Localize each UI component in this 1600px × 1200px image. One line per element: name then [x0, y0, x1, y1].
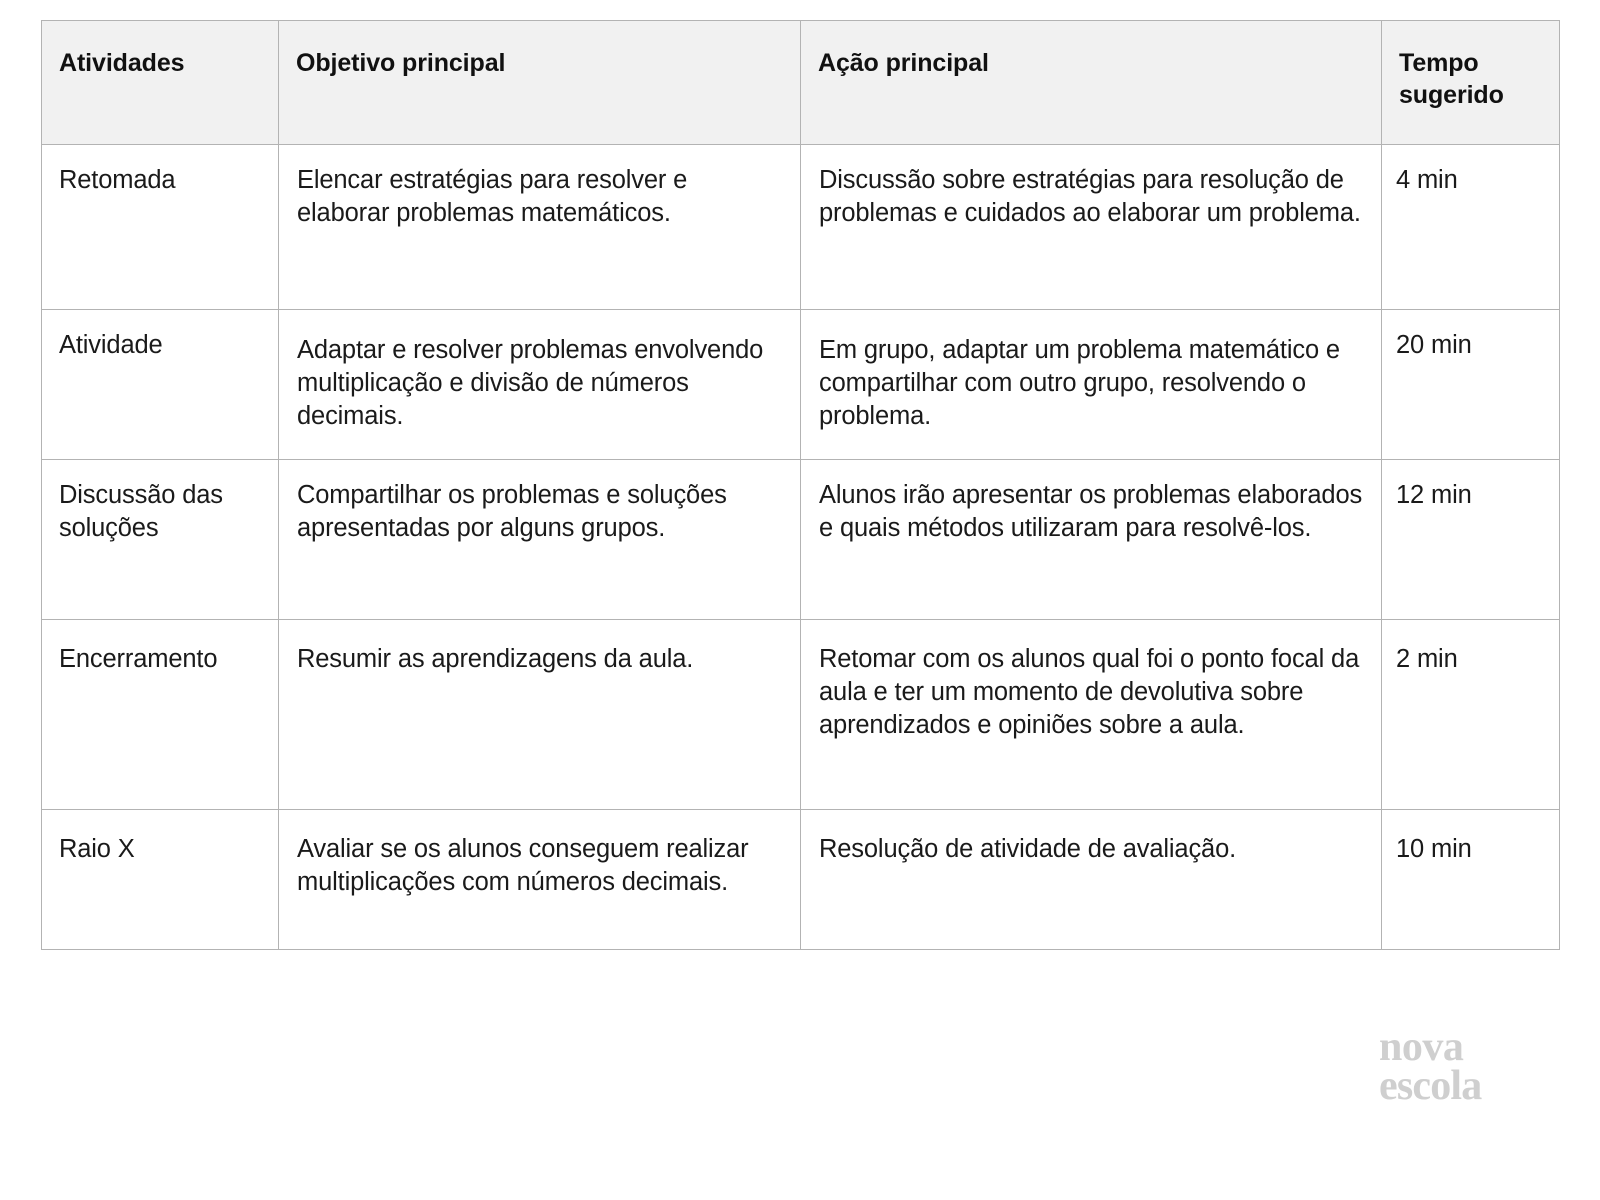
table-header-row [42, 21, 1560, 145]
cell-activity: Raio X [42, 810, 279, 950]
table-row [42, 460, 1560, 620]
cell-time: 20 min [1382, 310, 1560, 460]
table-row [42, 810, 1560, 950]
column-header-objective: Objetivo principal [279, 21, 801, 145]
cell-objective: Adaptar e resolver problemas envolvendo multiplicação e divisão de números decimais. [279, 310, 801, 460]
table-row [42, 310, 1560, 460]
cell-action: Resolução de atividade de avaliação. [801, 810, 1382, 950]
table-header [42, 21, 1560, 145]
table-body [42, 145, 1560, 950]
cell-action: Discussão sobre estratégias para resolução de problemas e cuidados ao elaborar um problema. [801, 145, 1382, 310]
cell-objective: Compartilhar os problemas e soluções apresentadas por alguns grupos. [279, 460, 801, 620]
lesson-plan-table [41, 20, 1560, 950]
cell-time: 10 min [1382, 810, 1560, 950]
cell-action: Alunos irão apresentar os problemas elaborados e quais métodos utilizaram para resolvê-los. [801, 460, 1382, 620]
table-row [42, 145, 1560, 310]
column-header-activity: Atividades [42, 21, 279, 145]
logo-line-nova: nova [1379, 1024, 1464, 1070]
column-header-time: Tempo sugerido [1382, 21, 1560, 145]
nova-escola-logo [1379, 1024, 1509, 1109]
cell-activity: Discussão das soluções [42, 460, 279, 620]
cell-objective: Elencar estratégias para resolver e elaborar problemas matemáticos. [279, 145, 801, 310]
cell-objective: Avaliar se os alunos conseguem realizar multiplicações com números decimais. [279, 810, 801, 950]
cell-activity: Retomada [42, 145, 279, 310]
column-header-action: Ação principal [801, 21, 1382, 145]
cell-time: 12 min [1382, 460, 1560, 620]
cell-activity: Encerramento [42, 620, 279, 810]
cell-time: 2 min [1382, 620, 1560, 810]
cell-activity: Atividade [42, 310, 279, 460]
table-row [42, 620, 1560, 810]
cell-action: Retomar com os alunos qual foi o ponto focal da aula e ter um momento de devolutiva sobre aprendizados e opiniões sobre a aula. [801, 620, 1382, 810]
cell-time: 4 min [1382, 145, 1560, 310]
cell-objective: Resumir as aprendizagens da aula. [279, 620, 801, 810]
cell-action: Em grupo, adaptar um problema matemático e compartilhar com outro grupo, resolvendo o problema. [801, 310, 1382, 460]
logo-line-escola: escola [1379, 1062, 1482, 1109]
